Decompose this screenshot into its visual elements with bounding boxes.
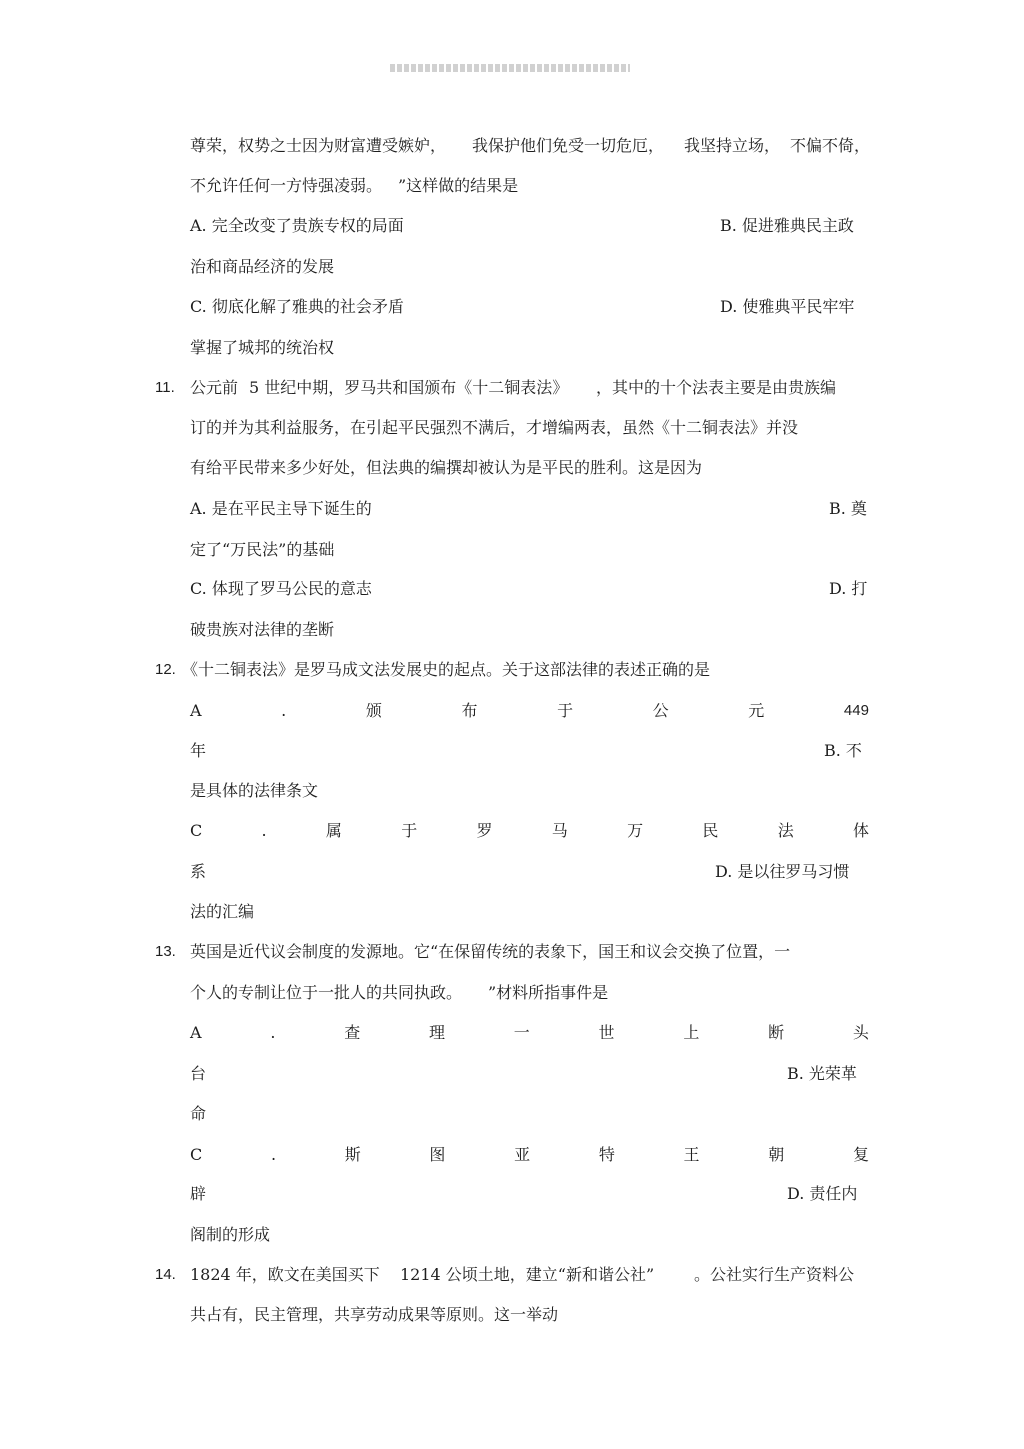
q11-option-a: A. 是在平民主导下诞生的 — [190, 499, 372, 518]
q12-option-b: B. 不 — [824, 741, 862, 760]
q12-option-c-part: C — [190, 821, 203, 840]
q13-option-a-part: A — [190, 1023, 202, 1042]
q12-option-c-part: 体 — [852, 821, 869, 840]
q11-option-b: B. 奠 — [829, 499, 867, 518]
q10-line1d: 不偏不倚， — [790, 136, 871, 155]
q13-option-c-part: . — [270, 1145, 277, 1164]
q13-option-a-part: . — [270, 1023, 276, 1042]
q13-option-a-part: 查 — [344, 1023, 361, 1042]
q10-line2b: ”这样做的结果是 — [398, 176, 519, 195]
q10-option-b-cont: 治和商品经济的发展 — [190, 257, 335, 276]
q11-line1a: 公元前 — [190, 378, 239, 397]
q12-number: 12. — [155, 661, 176, 678]
q12-option-a-part: 元 — [748, 701, 765, 720]
q13-line1: 英国是近代议会制度的发源地。它“在保留传统的表象下，国王和议会交换了位置，一 — [190, 942, 791, 961]
q13-option-a-part: 上 — [683, 1023, 700, 1042]
q10-option-c: C. 彻底化解了雅典的社会矛盾 — [190, 297, 404, 316]
q11-option-c: C. 体现了罗马公民的意志 — [190, 579, 372, 598]
q13-option-a-cont: 台 — [190, 1064, 207, 1083]
q10-option-d-cont: 掌握了城邦的统治权 — [190, 338, 335, 357]
q13-option-c-part: 朝 — [768, 1145, 785, 1164]
q10-line1c: 我坚持立场， — [684, 136, 781, 155]
q10-line2a: 不允许任何一方恃强凌弱。 — [190, 176, 383, 195]
q10-option-b: B. 促进雅典民主政 — [720, 216, 854, 235]
q13-option-a-part: 断 — [768, 1023, 785, 1042]
q13-option-c-cont: 辟 — [190, 1184, 207, 1203]
page-header-faint — [390, 64, 630, 72]
q11-line3: 有给平民带来多少好处，但法典的编撰却被认为是平民的胜利。这是因为 — [190, 458, 703, 477]
q11-option-b-cont: 定了“万民法”的基础 — [190, 540, 335, 559]
q13-line2b: ”材料所指事件是 — [488, 983, 609, 1002]
q13-number: 13. — [155, 943, 176, 960]
q13-option-a-part: 一 — [513, 1023, 530, 1042]
q13-option-d: D. 责任内 — [787, 1184, 858, 1203]
q13-option-c — [190, 1145, 869, 1165]
q12-option-b-cont: 是具体的法律条文 — [190, 781, 319, 800]
q12-option-d: D. 是以往罗马习惯 — [715, 862, 850, 881]
q10-line1a: 尊荣，权势之士因为财富遭受嫉妒， — [190, 136, 447, 155]
q14-number: 14. — [155, 1266, 176, 1283]
q12-option-c — [190, 821, 869, 841]
q13-option-a — [190, 1023, 869, 1043]
q12-option-c-cont: 系 — [190, 862, 207, 881]
q10-option-d: D. 使雅典平民牢牢 — [720, 297, 855, 316]
q11-option-d-cont: 破贵族对法律的垄断 — [190, 620, 335, 639]
q12-option-a-part: 公 — [652, 701, 669, 720]
q13-option-c-part: 复 — [852, 1145, 869, 1164]
q12-option-a-part: 449 — [843, 702, 869, 719]
q12-option-c-part: 罗 — [476, 821, 493, 840]
q12-option-a-part: 颁 — [365, 701, 382, 720]
q14-line1a: 1824 年，欧文在美国买下 — [190, 1265, 380, 1284]
q12-option-c-part: 属 — [325, 821, 342, 840]
q12-option-a-part: A — [190, 701, 202, 720]
q12-option-c-part: 万 — [627, 821, 644, 840]
q11-line2: 订的并为其利益服务，在引起平民强烈不满后，才增编两表，虽然《十二铜表法》并没 — [190, 418, 799, 437]
q13-option-d-cont: 阁制的形成 — [190, 1225, 271, 1244]
q13-option-b-cont: 命 — [190, 1104, 207, 1123]
q10-line1b: 我保护他们免受一切危厄， — [472, 136, 665, 155]
q12-option-a-cont: 年 — [190, 741, 207, 760]
q12-option-a — [190, 701, 869, 721]
q13-option-c-part: 王 — [683, 1145, 700, 1164]
q11-line1b: 5 世纪中期，罗马共和国颁布《十二铜表法》 — [249, 378, 569, 397]
q11-number: 11. — [155, 379, 175, 396]
q12-option-c-part: 马 — [551, 821, 568, 840]
q13-option-c-part: 斯 — [344, 1145, 361, 1164]
q13-option-c-part: 亚 — [514, 1145, 531, 1164]
q13-option-a-part: 世 — [598, 1023, 615, 1042]
q13-line2a: 个人的专制让位于一批人的共同执政。 — [190, 983, 463, 1002]
q12-option-c-part: 法 — [777, 821, 794, 840]
q13-option-b: B. 光荣革 — [787, 1064, 857, 1083]
q13-option-c-part: C — [190, 1145, 203, 1164]
q12-option-d-cont: 法的汇编 — [190, 902, 255, 921]
q13-option-c-part: 图 — [429, 1145, 446, 1164]
q12-option-c-part: . — [261, 821, 267, 840]
q10-option-a: A. 完全改变了贵族专权的局面 — [190, 216, 404, 235]
q14-line2: 共占有，民主管理，共享劳动成果等原则。这一举动 — [190, 1305, 559, 1324]
q13-option-a-part: 头 — [852, 1023, 869, 1042]
q13-option-c-part: 特 — [598, 1145, 615, 1164]
q11-option-d: D. 打 — [829, 579, 868, 598]
q12-option-c-part: 民 — [702, 821, 719, 840]
q12-line1: 《十二铜表法》是罗马成文法发展史的起点。关于这部法律的表述正确的是 — [182, 660, 711, 679]
q14-line1c: 。公社实行生产资料公 — [694, 1265, 855, 1284]
q14-line1b: 1214 公顷土地，建立“新和谐公社” — [400, 1265, 655, 1284]
q12-option-a-part: . — [281, 701, 287, 720]
q12-option-a-part: 于 — [557, 701, 574, 720]
q13-option-a-part: 理 — [428, 1023, 445, 1042]
q12-option-c-part: 于 — [401, 821, 418, 840]
q11-line1c: ，其中的十个法表主要是由贵族编 — [596, 378, 837, 397]
q12-option-a-part: 布 — [461, 701, 478, 720]
